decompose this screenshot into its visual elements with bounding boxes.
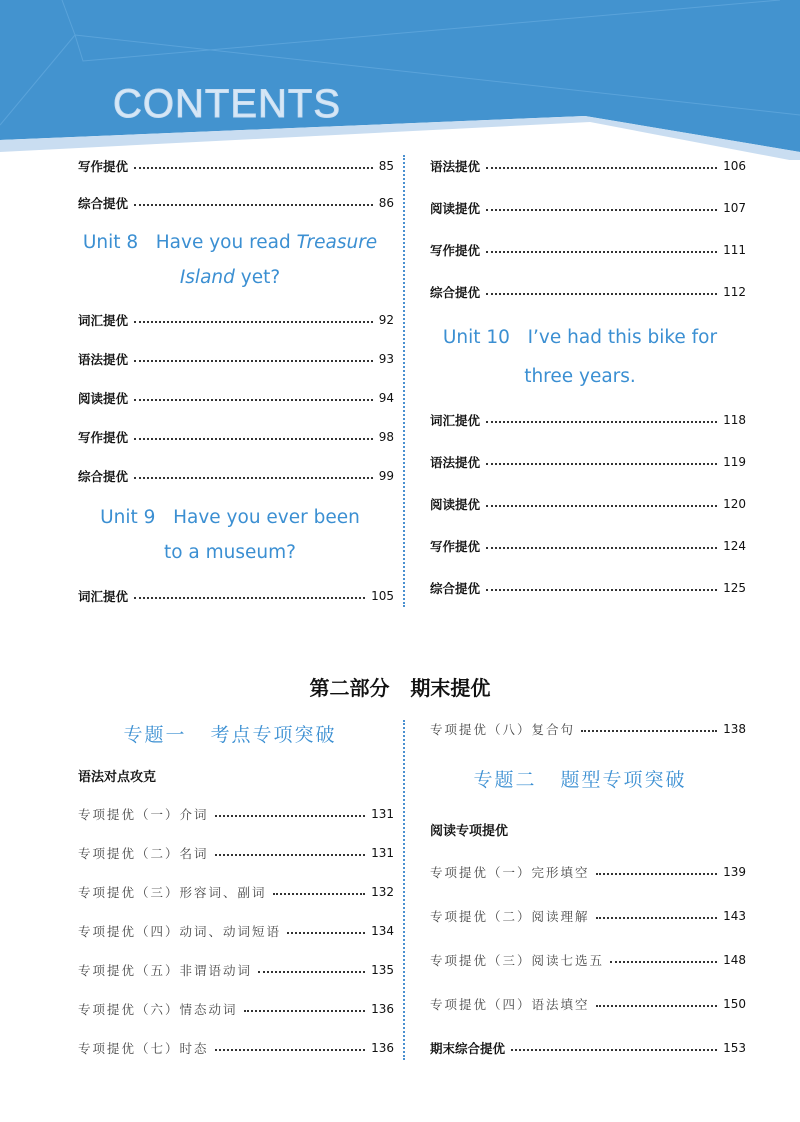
entry-label: 期末综合提优: [430, 1041, 506, 1056]
page-number: 143: [723, 909, 746, 923]
page-number: 92: [378, 313, 394, 327]
page-number: 131: [371, 807, 394, 821]
toc-entry[interactable]: [430, 157, 746, 175]
page-number: 148: [723, 953, 746, 967]
entry-label: 阅读提优: [78, 391, 129, 406]
dot-leader: [244, 1010, 366, 1012]
entry-label: 写作提优: [78, 159, 129, 174]
page-number: 139: [723, 865, 746, 879]
page-number: 119: [723, 455, 746, 469]
page-number: 112: [723, 285, 746, 299]
entry-label: 专项提优（四）动词、动词短语: [78, 924, 282, 939]
toc-entry[interactable]: [78, 467, 394, 485]
unit-heading-text: yet?: [234, 267, 281, 288]
part-title: 第二部分 期末提优: [309, 676, 491, 700]
toc-entry[interactable]: [78, 194, 394, 212]
entry-label: 专项提优（三）形容词、副词: [78, 885, 267, 900]
page-number: 118: [723, 413, 746, 427]
entry-label: 阅读提优: [430, 201, 481, 216]
dot-leader: [134, 477, 373, 479]
entry-label: 专项提优（五）非谓语动词: [78, 963, 253, 978]
entry-label: 词汇提优: [430, 413, 481, 428]
toc-entry[interactable]: [78, 428, 394, 446]
header-banner: [0, 0, 800, 160]
page-number: 94: [378, 391, 394, 405]
entry-label: 语法提优: [430, 159, 481, 174]
entry-label: 词汇提优: [78, 313, 129, 328]
entry-label: 综合提优: [78, 196, 129, 211]
toc-entry[interactable]: [78, 587, 394, 605]
toc-entry[interactable]: [430, 283, 746, 301]
dot-leader: [486, 463, 717, 465]
topic-heading: 专题二 题型专项突破: [473, 769, 687, 791]
column-divider: [403, 155, 405, 607]
toc-entry[interactable]: [430, 951, 746, 969]
page-number: 136: [371, 1002, 394, 1016]
entry-label: 专项提优（一）介词: [78, 807, 209, 822]
entry-label: 写作提优: [78, 430, 129, 445]
page-number: 134: [371, 924, 394, 938]
page-number: 125: [723, 581, 746, 595]
toc-entry[interactable]: [78, 844, 394, 862]
section-heading: 阅读专项提优: [430, 824, 509, 839]
dot-leader: [486, 421, 717, 423]
dot-leader: [486, 589, 717, 591]
toc-entry[interactable]: [78, 805, 394, 823]
page-number: 150: [723, 997, 746, 1011]
dot-leader: [596, 917, 718, 919]
toc-entry[interactable]: [430, 1039, 746, 1057]
toc-entry[interactable]: [430, 863, 746, 881]
dot-leader: [610, 961, 717, 963]
dot-leader: [134, 399, 373, 401]
toc-entry[interactable]: [78, 389, 394, 407]
dot-leader: [486, 547, 717, 549]
entry-label: 专项提优（二）名词: [78, 846, 209, 861]
unit-heading-text: three years.: [524, 366, 636, 387]
page-number: 105: [371, 589, 394, 603]
dot-leader: [486, 505, 717, 507]
unit-heading: [410, 318, 750, 396]
entry-label: 专项提优（一）完形填空: [430, 865, 590, 880]
page-number: 111: [723, 243, 746, 257]
toc-entry[interactable]: [78, 350, 394, 368]
dot-leader: [134, 321, 373, 323]
toc-entry[interactable]: [78, 1039, 394, 1057]
section-heading: 语法对点攻克: [78, 770, 157, 785]
entry-label: 专项提优（三）阅读七选五: [430, 953, 605, 968]
toc-entry[interactable]: [430, 411, 746, 429]
dot-leader: [134, 360, 373, 362]
unit-heading-text: Unit 10 I’ve had this bike for: [442, 327, 718, 348]
contents-title: CONTENTS: [113, 82, 341, 126]
entry-label: 专项提优（四）语法填空: [430, 997, 590, 1012]
entry-label: 写作提优: [430, 539, 481, 554]
toc-entry[interactable]: [78, 922, 394, 940]
unit-heading-text: Island: [179, 267, 235, 288]
unit-heading-text: to a museum?: [163, 542, 296, 563]
entry-label: 综合提优: [430, 285, 481, 300]
dot-leader: [134, 167, 373, 169]
toc-entry[interactable]: [78, 961, 394, 979]
page-number: 107: [723, 201, 746, 215]
page-number: 86: [378, 196, 394, 210]
toc-entry[interactable]: [430, 720, 746, 738]
unit-heading-text: [60, 225, 400, 260]
unit-heading-text: Unit 8 Have you read: [82, 232, 297, 253]
page-number: 138: [723, 722, 746, 736]
toc-entry[interactable]: [430, 453, 746, 471]
dot-leader: [134, 204, 373, 206]
dot-leader: [134, 438, 373, 440]
entry-label: 词汇提优: [78, 589, 129, 604]
dot-leader: [134, 597, 365, 599]
page-number: 131: [371, 846, 394, 860]
toc-entry[interactable]: [78, 1000, 394, 1018]
dot-leader: [287, 932, 365, 934]
entry-label: 语法提优: [78, 352, 129, 367]
column-divider: [403, 720, 405, 1060]
page-number: 85: [378, 159, 394, 173]
unit-heading-text: Unit 9 Have you ever been: [100, 507, 360, 528]
dot-leader: [486, 209, 717, 211]
dot-leader: [596, 1005, 718, 1007]
toc-entry[interactable]: [430, 241, 746, 259]
unit-heading-text: Treasure: [296, 232, 378, 253]
topic-heading: 专题一 考点专项突破: [123, 724, 337, 746]
dot-leader: [486, 251, 717, 253]
dot-leader: [258, 971, 365, 973]
unit-heading-text: [60, 260, 400, 295]
page-number: 124: [723, 539, 746, 553]
page-number: 93: [378, 352, 394, 366]
page-number: 153: [723, 1041, 746, 1055]
toc-entry[interactable]: [430, 199, 746, 217]
entry-label: 专项提优（七）时态: [78, 1041, 209, 1056]
page-number: 120: [723, 497, 746, 511]
dot-leader: [511, 1049, 717, 1051]
page-number: 99: [378, 469, 394, 483]
dot-leader: [273, 893, 366, 895]
entry-label: 写作提优: [430, 243, 481, 258]
dot-leader: [596, 873, 718, 875]
dot-leader: [581, 730, 717, 732]
entry-label: 阅读提优: [430, 497, 481, 512]
toc-entry[interactable]: [78, 883, 394, 901]
page-number: 132: [371, 885, 394, 899]
toc-entry[interactable]: [78, 157, 394, 175]
toc-entry[interactable]: [78, 311, 394, 329]
unit-heading: [60, 500, 400, 570]
dot-leader: [215, 854, 366, 856]
page-number: 135: [371, 963, 394, 977]
entry-label: 专项提优（二）阅读理解: [430, 909, 590, 924]
entry-label: 综合提优: [430, 581, 481, 596]
page-number: 106: [723, 159, 746, 173]
page-number: 98: [378, 430, 394, 444]
toc-entry[interactable]: [430, 537, 746, 555]
unit-heading: [60, 225, 400, 295]
dot-leader: [215, 815, 366, 817]
toc-entry[interactable]: [430, 579, 746, 597]
dot-leader: [486, 167, 717, 169]
toc-entry[interactable]: [430, 995, 746, 1013]
page-number: 136: [371, 1041, 394, 1055]
dot-leader: [486, 293, 717, 295]
entry-label: 专项提优（六）情态动词: [78, 1002, 238, 1017]
dot-leader: [215, 1049, 366, 1051]
entry-label: 综合提优: [78, 469, 129, 484]
toc-entry[interactable]: [430, 907, 746, 925]
entry-label: 专项提优（八）复合句: [430, 722, 576, 737]
entry-label: 语法提优: [430, 455, 481, 470]
toc-entry[interactable]: [430, 495, 746, 513]
